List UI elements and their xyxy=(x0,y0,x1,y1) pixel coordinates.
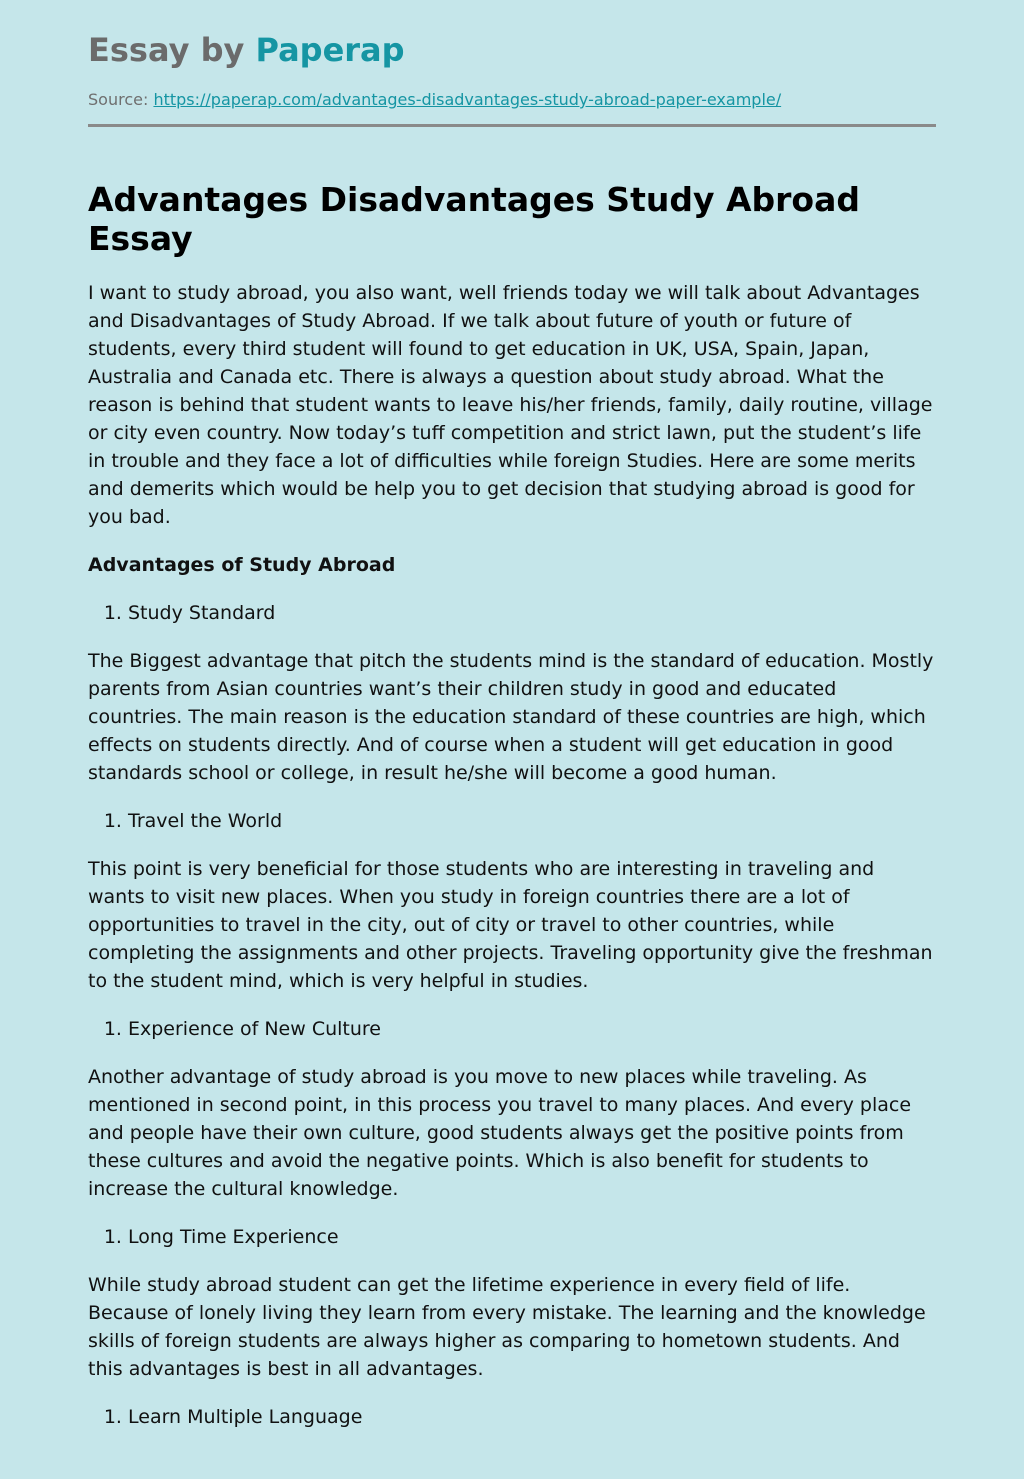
numbered-list xyxy=(88,1403,936,1431)
section-heading: Advantages of Study Abroad xyxy=(88,554,396,576)
paragraph: Another advantage of study abroad is you move to new places while traveling. As mentioned in second point, in this process you travel to many places. And every place and people have their own culture, good students always get the positive points from these cultures and avoid the negative points. Which is also benefit for students to increase the cultural knowledge. xyxy=(88,1066,912,1200)
header-divider xyxy=(88,124,936,127)
list-item: 1. Learn Multiple Language xyxy=(128,1403,936,1431)
paragraph: The Biggest advantage that pitch the students mind is the standard of education. Mostly parents from Asian countries want’s their children study in good and educated countries. The main reason is the education standard of these countries are high, which effects on students directly. And of course when a student will get education in good standards school or college, in result he/she will become a good human. xyxy=(88,650,934,784)
numbered-list xyxy=(88,599,936,627)
site-brand[interactable] xyxy=(88,30,405,70)
source-line xyxy=(88,89,781,111)
numbered-list xyxy=(88,1015,936,1043)
source-label: Source: xyxy=(88,90,149,109)
numbered-list xyxy=(88,1223,936,1251)
paragraph: While study abroad student can get the lifetime experience in every field of life. Because of lonely living they learn from every mistake. The learning and the knowledge skills of foreign students are always higher as comparing to hometown students. And this advantages is best in all advantages. xyxy=(88,1274,926,1380)
source-link[interactable]: https://paperap.com/advantages-disadvantages-study-abroad-paper-example/ xyxy=(153,90,782,109)
paragraph: This point is very beneficial for those students who are interesting in traveling and wants to visit new places. When you study in foreign countries there are a lot of opportunities to travel in the city, out of city or travel to other countries, while completing the assignments and other projects. Traveling opportunity give the freshman to the student mind, which is very helpful in studies. xyxy=(88,858,933,992)
intro-paragraph: I want to study abroad, you also want, well friends today we will talk about Advantages and Disadvantages of Study Abroad. If we talk about future of youth or future of students, every third student will found to get education in UK, USA, Spain, Japan, Australia and Canada etc. There is always a question about study abroad. What the reason is behind that student wants to leave his/her friends, family, daily routine, village or city even country. Now today’s tuff competition and strict lawn, put the student’s life in trouble and they face a lot of difficulties while foreign Studies. Here are some merits and demerits which would be help you to get decision that studying abroad is good for you bad. xyxy=(88,282,933,528)
brand-prefix: Essay by xyxy=(88,31,245,69)
page-title: Advantages Disadvantages Study Abroad Essay xyxy=(88,180,860,258)
essay-body xyxy=(88,279,936,1451)
list-item: 1. Long Time Experience xyxy=(128,1223,936,1251)
list-item: 1. Experience of New Culture xyxy=(128,1015,936,1043)
brand-name: Paperap xyxy=(255,31,405,69)
numbered-list xyxy=(88,807,936,835)
list-item: 1. Study Standard xyxy=(128,599,936,627)
list-item: 1. Travel the World xyxy=(128,807,936,835)
